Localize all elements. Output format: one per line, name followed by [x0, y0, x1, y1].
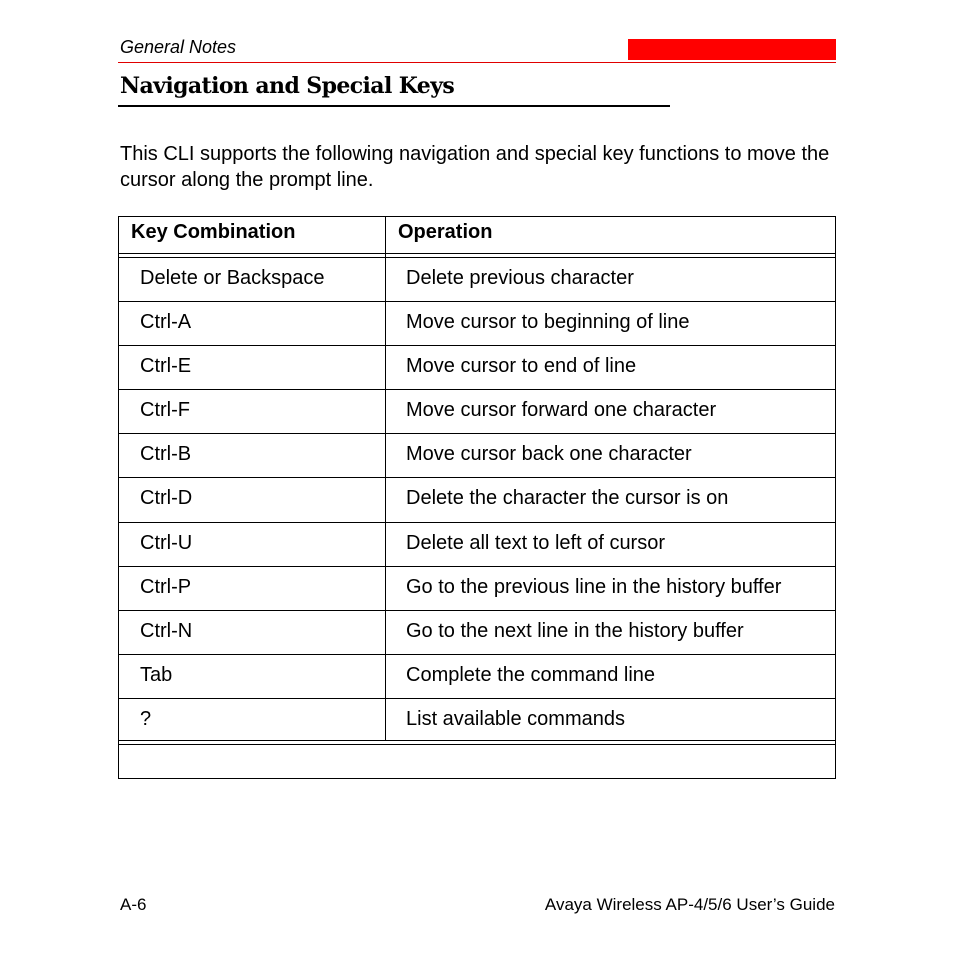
- footer-rule-top: [119, 740, 835, 741]
- table-row-operation: Move cursor to end of line: [406, 355, 637, 377]
- row-rule: [119, 301, 835, 302]
- table-row-operation: Move cursor forward one character: [406, 399, 717, 421]
- table-row-operation: Complete the command line: [406, 664, 656, 686]
- row-rule: [119, 698, 835, 699]
- table-row-key: ?: [140, 708, 152, 730]
- table-row-operation: Go to the next line in the history buffer: [406, 620, 744, 642]
- row-rule: [119, 345, 835, 346]
- table-row-key: Tab: [140, 664, 173, 686]
- row-rule: [119, 433, 835, 434]
- key-table: [118, 216, 836, 779]
- table-row-key: Ctrl-A: [140, 311, 192, 333]
- running-header: General Notes: [120, 37, 237, 57]
- column-header-key: Key Combination: [131, 221, 296, 243]
- table-row-key: Ctrl-F: [140, 399, 190, 421]
- table-row-key: Ctrl-E: [140, 355, 192, 377]
- row-rule: [119, 477, 835, 478]
- header-rule-bottom: [119, 257, 835, 258]
- guide-title: Avaya Wireless AP-4/5/6 User’s Guide: [544, 895, 835, 914]
- table-row-key: Ctrl-D: [140, 487, 193, 509]
- header-rule: [118, 62, 836, 63]
- row-rule: [119, 522, 835, 523]
- table-row-operation: Move cursor to beginning of line: [406, 311, 690, 333]
- row-rule: [119, 566, 835, 567]
- table-row-key: Ctrl-B: [140, 443, 192, 465]
- row-rule: [119, 389, 835, 390]
- table-row-operation: List available commands: [406, 708, 625, 730]
- table-row-key: Ctrl-P: [140, 576, 192, 598]
- intro-paragraph: This CLI supports the following navigation and special key functions to move the cursor along the prompt line.: [120, 143, 830, 191]
- table-row-key: Delete or Backspace: [140, 267, 325, 289]
- title-underline: [118, 105, 670, 107]
- table-row-operation: Delete previous character: [406, 267, 634, 289]
- section-title: Navigation and Special Keys: [120, 73, 455, 99]
- page-number: A-6: [120, 895, 147, 914]
- row-rule: [119, 654, 835, 655]
- table-row-key: Ctrl-N: [140, 620, 193, 642]
- table-row-operation: Delete all text to left of cursor: [406, 532, 666, 554]
- footer-rule-bottom: [119, 744, 835, 745]
- table-row-operation: Go to the previous line in the history buffer: [406, 576, 782, 598]
- table-row-key: Ctrl-U: [140, 532, 193, 554]
- table-row-operation: Delete the character the cursor is on: [406, 487, 729, 509]
- row-rule: [119, 610, 835, 611]
- column-separator: [385, 217, 386, 741]
- header-rule-top: [119, 253, 835, 254]
- column-header-operation: Operation: [398, 221, 493, 243]
- header-accent-bar: [628, 39, 836, 60]
- table-row-operation: Move cursor back one character: [406, 443, 692, 465]
